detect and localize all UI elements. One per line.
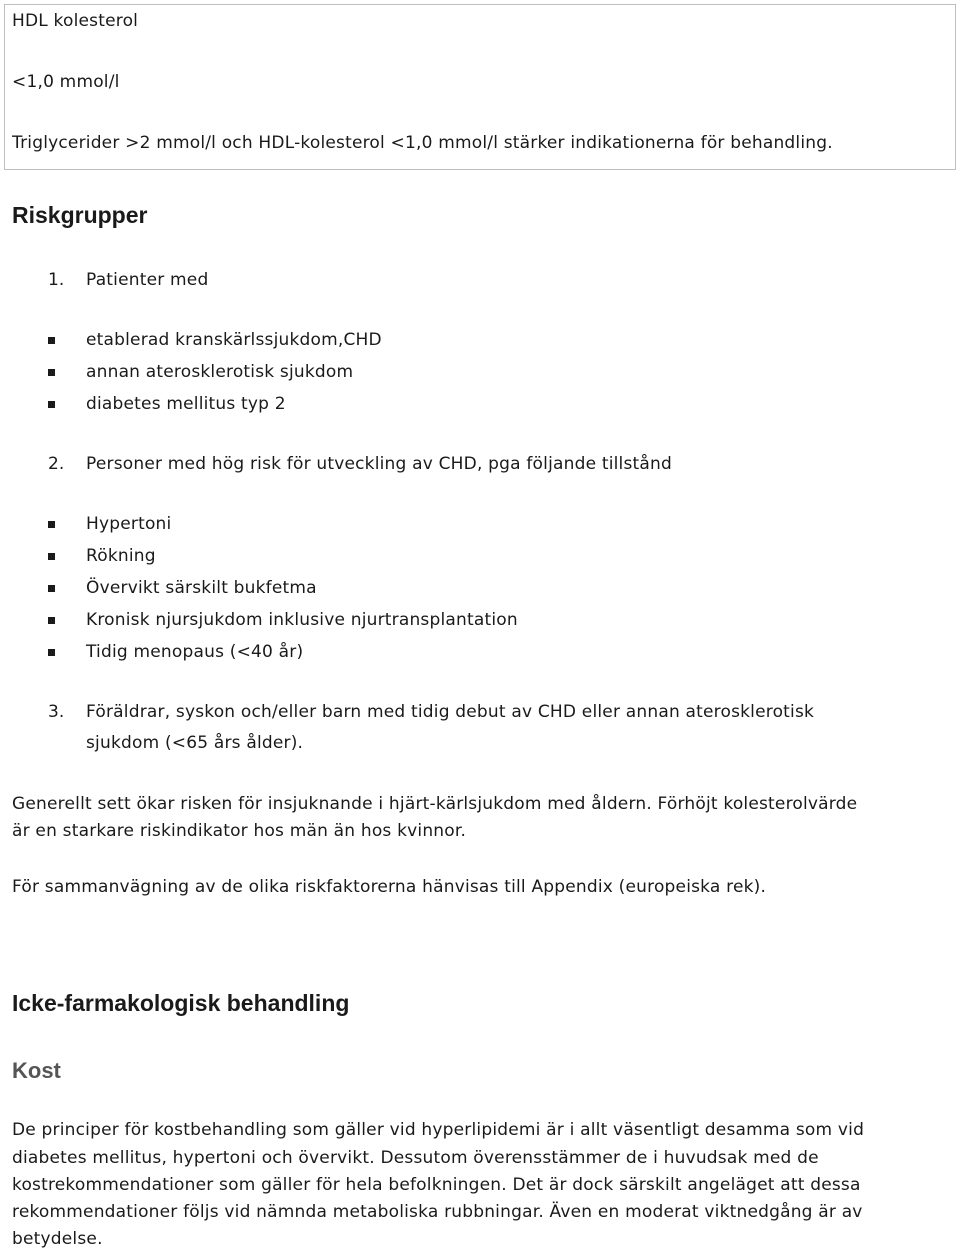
square-bullet-icon: [48, 649, 55, 656]
kost-paragraph-line: kostrekommendationer som gäller för hela befolkningen. Det är dock särskilt angeläget att dessa: [12, 1175, 861, 1195]
list-item: diabetes mellitus typ 2: [86, 394, 286, 414]
table-row-note: Triglycerider >2 mmol/l och HDL-kolesterol <1,0 mmol/l stärker indikationerna för behandling.: [12, 133, 833, 153]
list-number: 2.: [48, 454, 65, 474]
group3-line1: Föräldrar, syskon och/eller barn med tidig debut av CHD eller annan aterosklerotisk: [86, 702, 815, 722]
riskgrupper-heading: Riskgrupper: [12, 202, 148, 228]
group2-title: Personer med hög risk för utveckling av CHD, pga följande tillstånd: [86, 454, 672, 474]
group1-title: Patienter med: [86, 270, 209, 290]
appendix-paragraph: För sammanvägning av de olika riskfaktorerna hänvisas till Appendix (europeiska rek).: [12, 877, 767, 897]
kost-paragraph-line: diabetes mellitus, hypertoni och övervikt. Dessutom överensstämmer de i huvudsak med de: [12, 1148, 819, 1168]
list-item: Hypertoni: [86, 514, 172, 534]
square-bullet-icon: [48, 337, 55, 344]
square-bullet-icon: [48, 401, 55, 408]
kost-subheading: Kost: [12, 1058, 61, 1083]
kost-paragraph-line: betydelse.: [12, 1229, 103, 1249]
list-number: 3.: [48, 702, 65, 722]
table-row-threshold: <1,0 mmol/l: [12, 72, 120, 92]
list-item: Övervikt särskilt bukfetma: [86, 578, 317, 598]
square-bullet-icon: [48, 617, 55, 624]
general-paragraph-line1: Generellt sett ökar risken för insjuknande i hjärt-kärlsjukdom med åldern. Förhöjt kolesterolvärde: [12, 794, 858, 814]
list-item: Rökning: [86, 546, 156, 566]
icke-farmakologisk-heading: Icke-farmakologisk behandling: [12, 990, 350, 1016]
list-item: annan aterosklerotisk sjukdom: [86, 362, 354, 382]
general-paragraph-line2: är en starkare riskindikator hos män än hos kvinnor.: [12, 821, 467, 841]
list-number: 1.: [48, 270, 65, 290]
group3-line2: sjukdom (<65 års ålder).: [86, 733, 304, 753]
list-item: Tidig menopaus (<40 år): [86, 642, 304, 662]
square-bullet-icon: [48, 521, 55, 528]
square-bullet-icon: [48, 553, 55, 560]
square-bullet-icon: [48, 585, 55, 592]
list-item: etablerad kranskärlssjukdom,CHD: [86, 330, 382, 350]
kost-paragraph-line: rekommendationer följs vid nämnda metaboliska rubbningar. Även en moderat viktnedgång är av: [12, 1202, 863, 1222]
square-bullet-icon: [48, 369, 55, 376]
list-item: Kronisk njursjukdom inklusive njurtransplantation: [86, 610, 518, 630]
kost-paragraph-line: De principer för kostbehandling som gäller vid hyperlipidemi är i allt väsentligt desamma som vid: [12, 1120, 865, 1140]
table-row-label: HDL kolesterol: [12, 11, 139, 31]
